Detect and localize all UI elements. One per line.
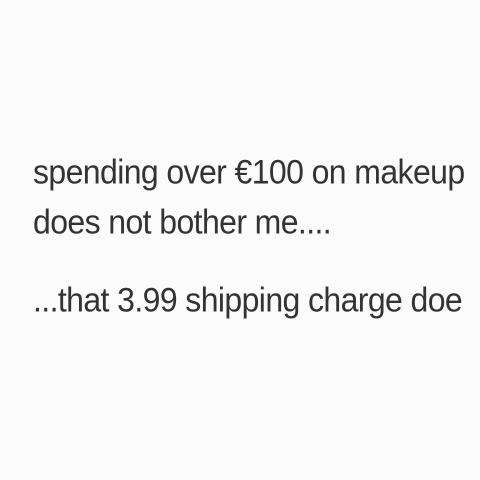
post-line-3: ...that 3.99 shipping charge doe xyxy=(33,281,463,320)
post-line-1: spending over €100 on makeup xyxy=(33,153,465,192)
post-line-2: does not bother me.... xyxy=(33,203,332,242)
